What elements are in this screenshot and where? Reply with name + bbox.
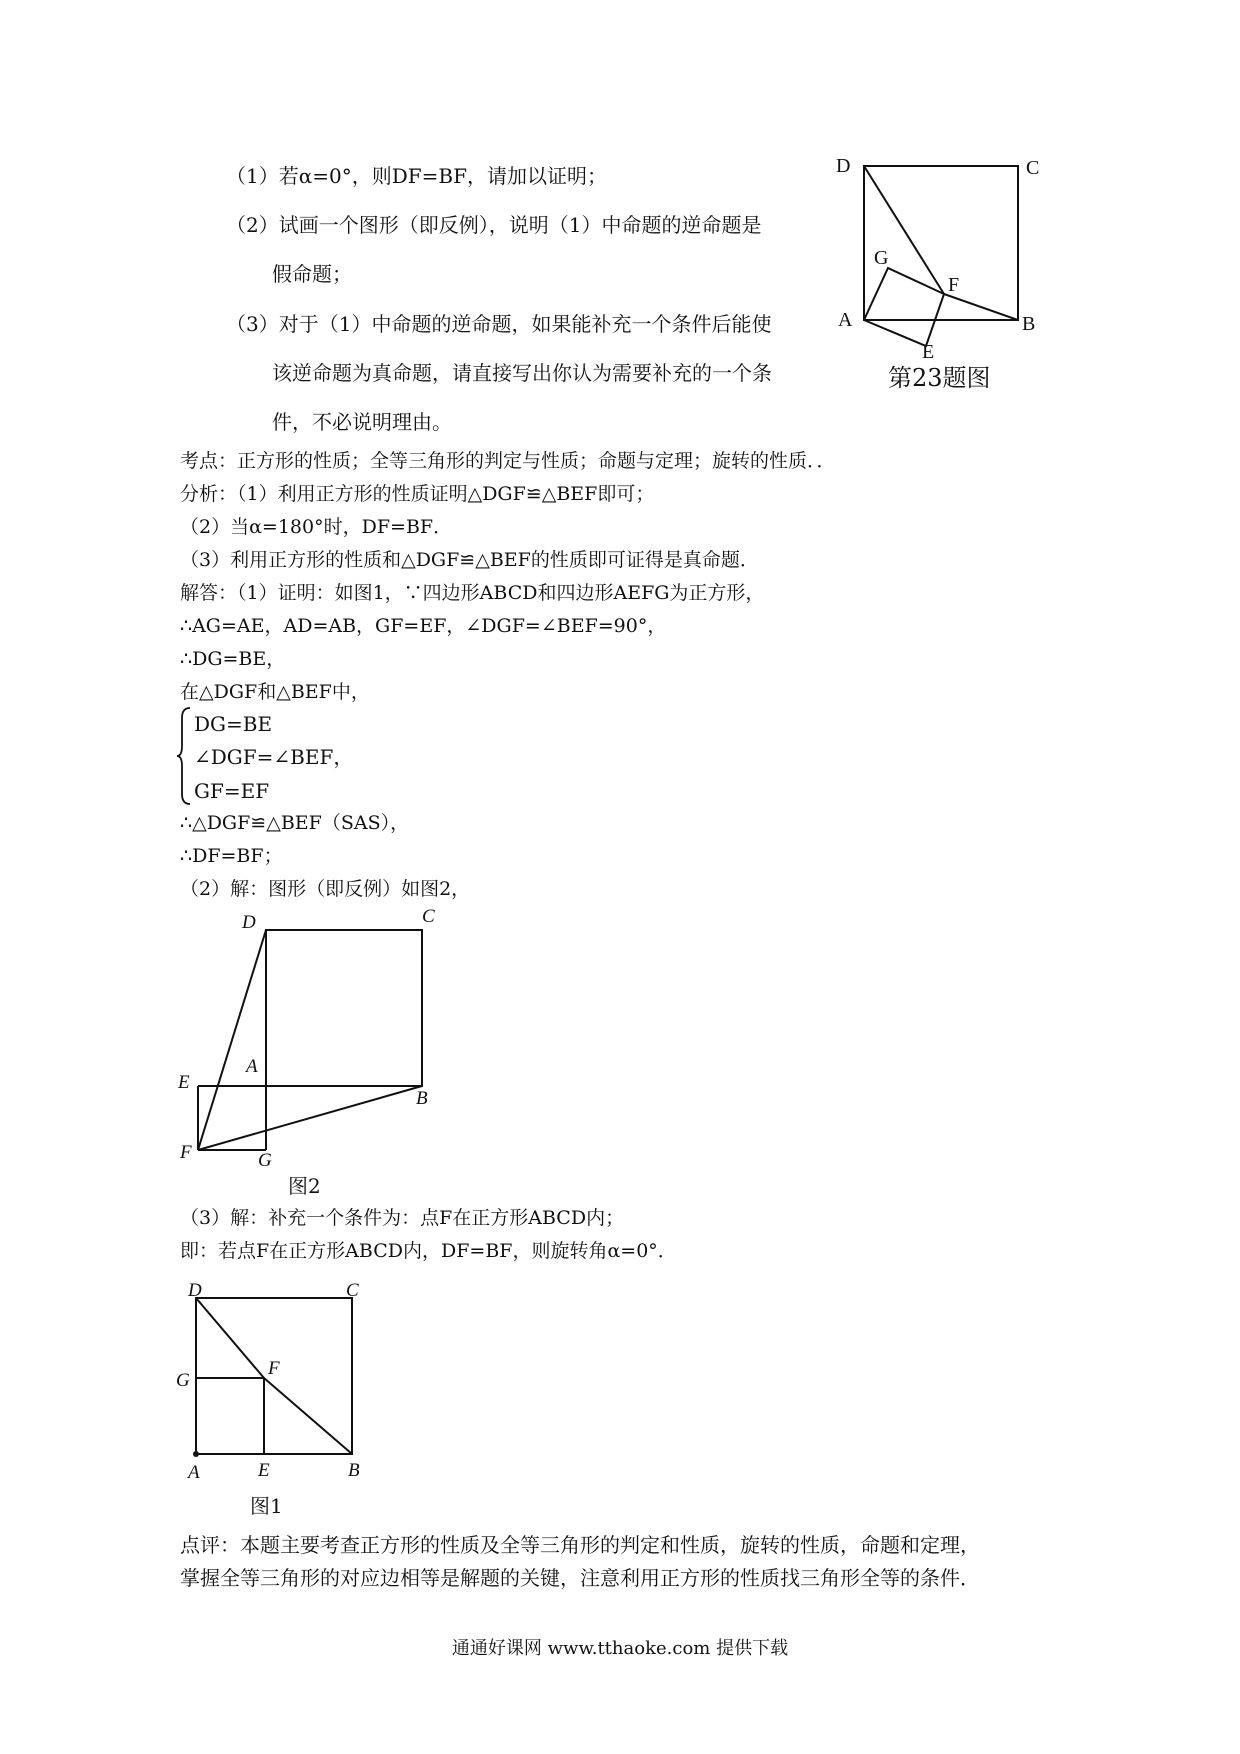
step-7: （3）解：补充一个条件为：点F在正方形ABCD内； [180,1207,625,1229]
segment-fd [198,930,266,1150]
question-3-line1: （3）对于（1）中命题的逆命题，如果能补充一个条件后能使 [226,312,772,336]
label-e: E [178,1072,190,1093]
dianping-line1: 点评：本题主要考查正方形的性质及全等三角形的判定和性质，旋转的性质，命题和定理， [180,1533,980,1557]
label-e: E [922,341,935,363]
label-c: C [1026,157,1040,179]
fenxi: 分析：（1）利用正方形的性质证明△DGF≌△BEF即可； [180,483,655,505]
label-c: C [346,1280,359,1301]
question-1: （1）若α=0°，则DF=BF，请加以证明； [226,164,607,188]
label-d: D [836,155,851,177]
page-footer: 通通好课网 www.tthaoke.com 提供下载 [451,1638,789,1659]
square-aefg [864,268,944,346]
label-g: G [176,1370,190,1391]
label-d: D [188,1280,202,1301]
step-2: ∴DG=BE， [180,648,286,670]
label-f: F [268,1358,280,1379]
segment-fb [198,1086,422,1150]
step-1: ∴AG=AE，AD=AB，GF=EF，∠DGF=∠BEF=90°， [180,615,667,637]
point-a [193,1451,199,1457]
figure-2 [170,900,450,1171]
label-c: C [422,906,435,927]
kaodian: 考点：正方形的性质；全等三角形的判定与性质；命题与定理；旋转的性质．． [180,450,836,472]
label-a: A [838,309,853,331]
label-d: D [242,912,256,933]
figure-1 [170,1268,390,1488]
segment-fb [944,294,1018,320]
label-f: F [948,274,960,296]
system-brace [176,706,192,806]
system-eq-2: ∠DGF=∠BEF， [194,745,354,769]
system-eq-1: DG=BE [194,712,273,736]
step-5: ∴DF=BF； [180,845,283,867]
label-g: G [258,1150,272,1171]
label-f: F [180,1142,192,1163]
figure-2-caption: 图2 [288,1174,321,1198]
step-6: （2）解：图形（即反例）如图2， [180,878,471,900]
label-a: A [188,1462,200,1483]
square-abcd-fig2 [266,930,422,1086]
step-8: 即：若点F在正方形ABCD内，DF=BF，则旋转角α=0°． [180,1240,677,1262]
label-a: A [246,1056,258,1077]
label-b: B [416,1088,428,1109]
dianping-line2: 掌握全等三角形的对应边相等是解题的关键，注意利用正方形的性质找三角形全等的条件． [180,1566,980,1590]
step-4: ∴△DGF≌△BEF（SAS）， [180,812,410,834]
figure-1-caption: 图1 [250,1494,283,1518]
question-3-line3: 件，不必说明理由。 [272,410,452,434]
system-eq-3: GF=EF [194,779,270,803]
segment-df [196,1298,264,1378]
question-2-line1: （2）试画一个图形（即反例），说明（1）中命题的逆命题是 [226,213,762,237]
label-e: E [258,1460,270,1481]
label-g: G [874,247,889,269]
segment-fb [264,1378,352,1454]
figure-main [830,150,1060,390]
question-2-line2: 假命题； [272,262,352,286]
figure-main-caption: 第23题图 [888,364,991,392]
question-3-line2: 该逆命题为真命题，请直接写出你认为需要补充的一个条 [272,361,772,385]
step-3: 在△DGF和△BEF中， [180,681,370,703]
fenxi-3: （3）利用正方形的性质和△DGF≌△BEF的性质即可证得是真命题． [180,549,759,571]
jieda: 解答：（1）证明：如图1，∵四边形ABCD和四边形AEFG为正方形， [180,582,765,604]
label-b: B [348,1460,360,1481]
square-abcd [864,166,1018,320]
fenxi-2: （2）当α=180°时，DF=BF． [180,516,453,538]
label-b: B [1022,313,1036,335]
